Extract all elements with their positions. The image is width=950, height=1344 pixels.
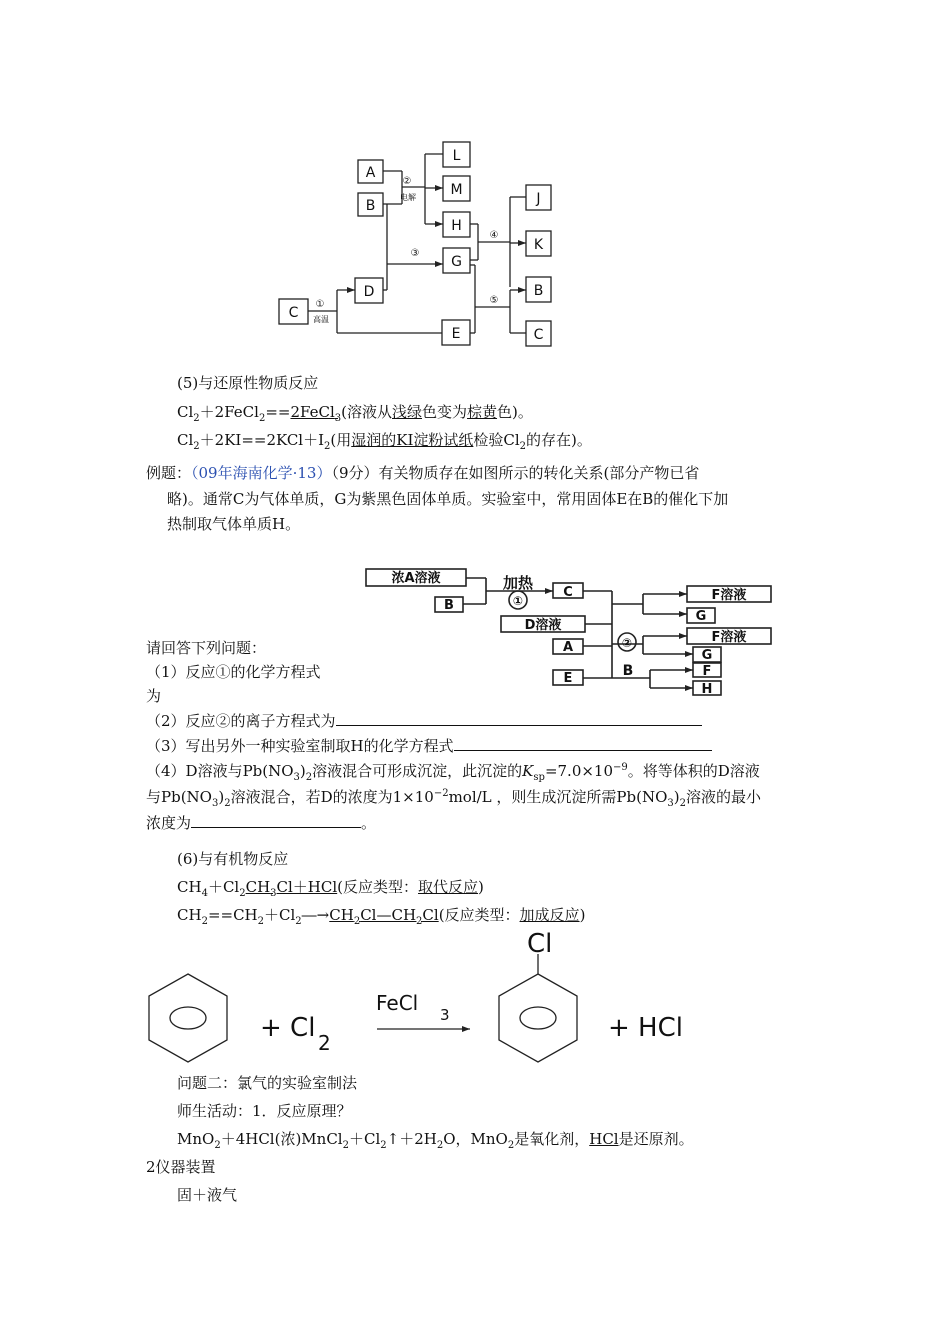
box-F-solution-2: F溶液 xyxy=(711,630,747,645)
label-r5: ⑤ xyxy=(489,295,499,306)
label-r1: ① xyxy=(315,299,325,310)
answer-blank-4[interactable] xyxy=(191,813,361,828)
box-F: F xyxy=(702,664,712,679)
question-3: （3）写出另外一种实验室制取H的化学方程式 xyxy=(146,736,712,756)
box-G-2: G xyxy=(701,648,713,663)
equation-fecl2: $Cl_2+2FeCl_2==2FeCl_3$(溶液从浅绿色变为棕黄色)。 xyxy=(177,403,533,424)
reaction-flow-diagram-2 xyxy=(360,566,780,698)
box-A: A xyxy=(562,640,574,655)
benzene-chlorination-scheme xyxy=(140,932,720,1072)
section-5-heading: (5)与还原性物质反应 xyxy=(177,374,319,392)
label-r4: ④ xyxy=(489,230,499,241)
catalyst-fecl3: FeCl xyxy=(376,991,419,1015)
reaction-flow-diagram-1 xyxy=(275,140,565,355)
questions-intro: 请回答下列问题： xyxy=(146,639,267,657)
box-D-solution: D溶液 xyxy=(524,618,562,633)
teacher-activity: 师生活动：1．反应原理？ xyxy=(177,1102,352,1120)
cl2-subscript: 2 xyxy=(318,1031,331,1055)
node-K: K xyxy=(533,237,544,253)
apparatus-heading: 2仪器装置 xyxy=(146,1158,216,1176)
label-catalyst-B: B xyxy=(622,663,634,679)
box-E: E xyxy=(563,671,573,686)
label-heat: 加热 xyxy=(502,574,534,592)
equation-ethylene: $CH_2==CH_2+Cl_2―\to CH_2Cl—CH_2Cl$(反应类型：加成反应) xyxy=(177,906,586,927)
equation-ki: $Cl_2+2KI==2KCl+I_2$(用湿润的KI淀粉试纸检验$Cl_2$的存在)。 xyxy=(177,431,592,452)
answer-blank-3[interactable] xyxy=(454,736,712,751)
equation-mno2: MnO$_2$＋4HCl(浓)$MnCl_2+Cl_2↑+2H_2O$，MnO$_2$是氧化剂，HCl是还原剂。 xyxy=(177,1130,694,1151)
node-L: L xyxy=(452,148,461,164)
benzene-ring-right xyxy=(499,974,577,1062)
node-H: H xyxy=(451,218,462,234)
benzene-ring-left xyxy=(149,974,227,1062)
question-2: （2）反应②的离子方程式为 xyxy=(146,711,702,731)
question-4-line-3: 浓度为 。 xyxy=(146,814,377,832)
question-4-line-2: 与$Pb(NO_3)_2$溶液混合，若D的浓度为$1\times 10^{-2}mol/L$ ，则生成沉淀所需$Pb(NO_3)_2$溶液的最小 xyxy=(146,788,762,809)
question-4-line-1: （4）D溶液与$Pb(NO_3)_2$溶液混合可形成沉淀，此沉淀的$K_{sp}=7.0\times 10^{-9}$。将等体积的D溶液 xyxy=(146,762,760,783)
question-1-b: 为 xyxy=(146,687,162,705)
label-r2: ② xyxy=(402,176,412,187)
label-r1: ① xyxy=(512,594,524,608)
node-M: M xyxy=(450,182,463,198)
example-line-3: 热制取气体单质H。 xyxy=(167,515,301,533)
plus-hcl: + HCl xyxy=(608,1013,683,1043)
node-E: E xyxy=(451,326,461,342)
equation-methane: $CH_4+Cl_2CH_3Cl+HCl$(反应类型：取代反应) xyxy=(177,878,484,899)
problem-2-title: 问题二：氯气的实验室制法 xyxy=(177,1074,358,1092)
box-F-solution-1: F溶液 xyxy=(711,588,747,603)
node-B2: B xyxy=(533,283,544,299)
box-C: C xyxy=(563,585,573,600)
node-C: C xyxy=(288,305,299,321)
node-D: D xyxy=(363,284,375,300)
label-r1-cond: 高温 xyxy=(313,315,329,324)
catalyst-subscript: 3 xyxy=(440,1006,450,1024)
chlorine-substituent: Cl xyxy=(527,932,553,959)
node-J: J xyxy=(536,191,541,207)
box-H: H xyxy=(701,682,713,697)
label-r3: ③ xyxy=(410,248,420,259)
node-G: G xyxy=(451,254,462,270)
section-6-heading: (6)与有机物反应 xyxy=(177,850,289,868)
answer-blank-2[interactable] xyxy=(336,711,702,726)
plus-cl2: + Cl xyxy=(260,1013,316,1043)
node-C2: C xyxy=(533,327,544,343)
box-G-1: G xyxy=(695,609,707,624)
question-1-a: （1）反应①的化学方程式 xyxy=(146,663,321,681)
label-r2: ② xyxy=(621,636,633,650)
example-line-1: 例题：（09年海南化学·13）（9分）有关物质存在如图所示的转化关系(部分产物已省 xyxy=(146,464,700,482)
solid-liquid-gas: 固＋液气 xyxy=(177,1186,238,1204)
label-r2-cond: 电解 xyxy=(400,193,416,202)
node-B: B xyxy=(365,198,376,214)
node-A: A xyxy=(365,165,376,181)
example-line-2: 略)。通常C为气体单质，G为紫黑色固体单质。实验室中，常用固体E在B的催化下加 xyxy=(167,490,729,508)
box-conc-A: 浓A溶液 xyxy=(391,571,441,586)
box-B: B xyxy=(444,598,454,613)
